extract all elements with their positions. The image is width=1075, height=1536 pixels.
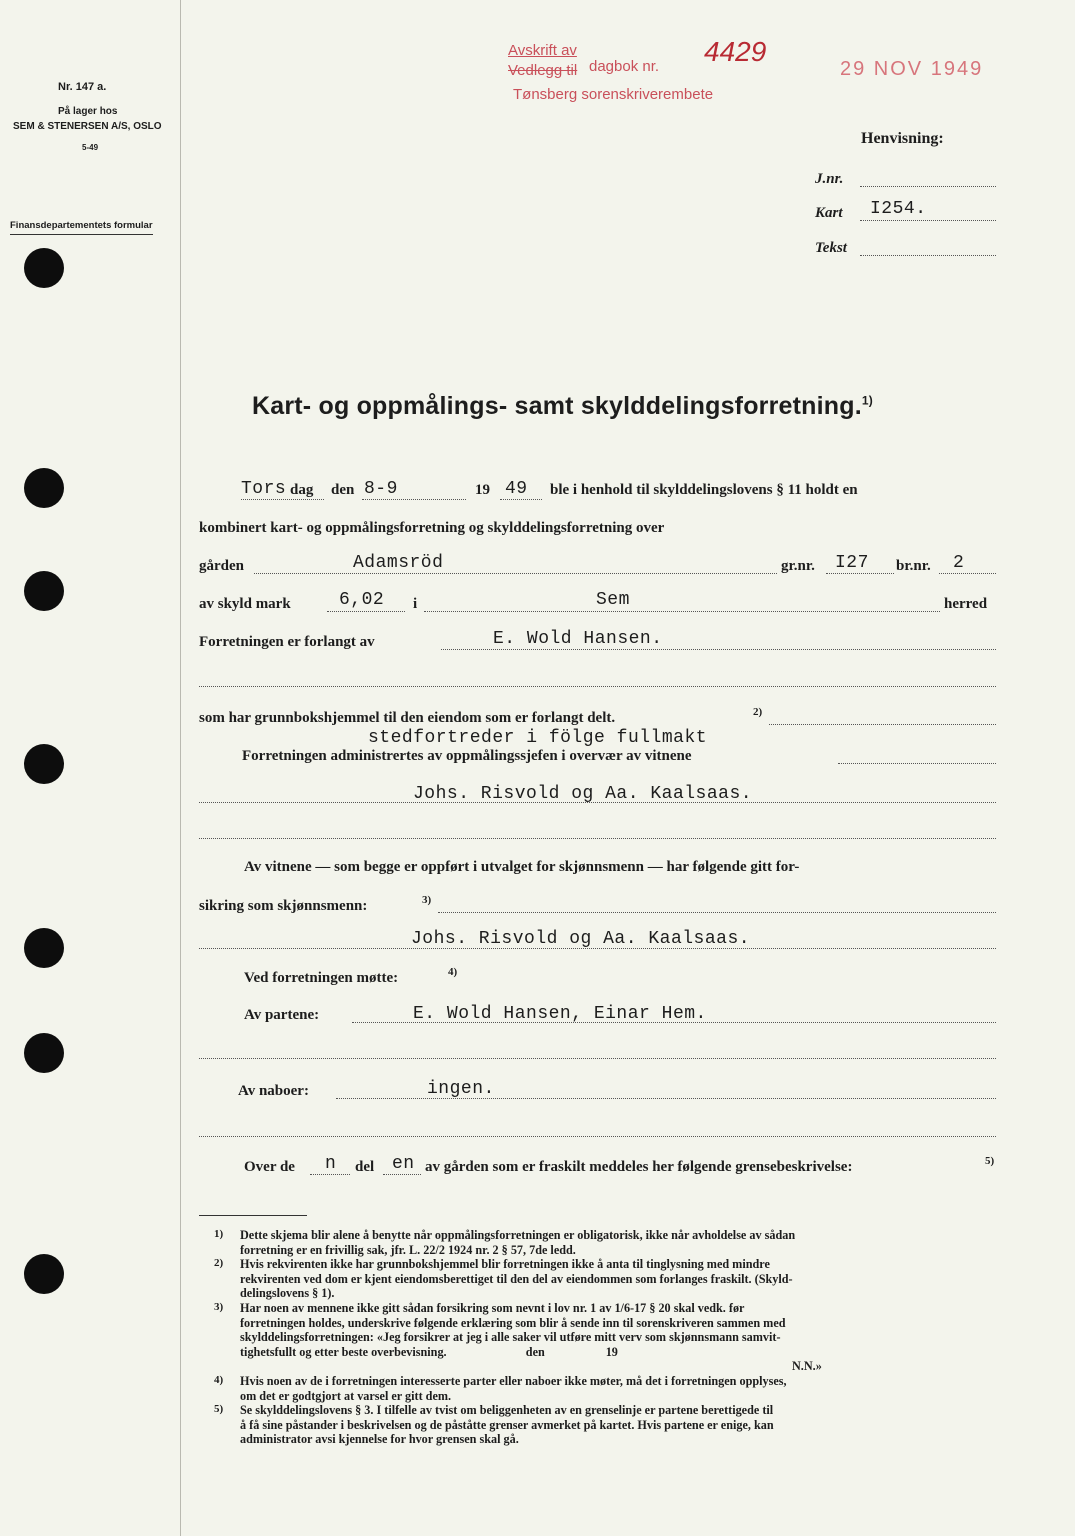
footnote-line: Se skylddelingslovens § 3. I tilfelle av tvist om beliggenheten av en grenselinje er partene berettigede til: [240, 1403, 774, 1418]
del-line: [383, 1174, 421, 1175]
footnote-line: Hvis noen av de i forretningen interesserte parter eller naboer ikke møter, må det i forretningen opplyses,: [240, 1373, 787, 1388]
punch-hole: [24, 248, 64, 288]
journal-number: 4429: [704, 36, 767, 67]
herred-label: herred: [944, 596, 988, 612]
footnote-line: delingslovens § 1).: [240, 1286, 335, 1301]
footnote-line: forretning er en frivillig sak, jfr. L. 22/2 1924 nr. 2 § 57, 7de ledd.: [240, 1242, 576, 1257]
grnr-value: I27: [835, 553, 869, 573]
footnote-number: 2): [214, 1257, 224, 1270]
print-code: 5-49: [82, 143, 99, 152]
blank-line: [199, 1058, 996, 1059]
kart-line: [860, 220, 996, 221]
neighbours-label: Av naboer:: [238, 1083, 309, 1099]
year-line: [500, 499, 542, 500]
met-label: Ved forretningen møtte:: [244, 970, 399, 986]
hjemmel-label: som har grunnbokshjemmel til den eiendom som er forlangt delt.: [199, 710, 616, 726]
day-value: Tors: [241, 479, 287, 499]
neighbours-line: [336, 1098, 996, 1099]
grnr-label: gr.nr.: [781, 558, 815, 574]
kart-value: I254.: [870, 199, 927, 219]
blank-line: [199, 1136, 996, 1137]
title-text: Kart- og oppmålings- samt skylddelingsforretning.: [252, 392, 862, 420]
footnote-line: Dette skjema blir alene å benytte når oppmålingsforretningen er obligatorisk, ikke når avholdelse av sådan: [240, 1228, 796, 1242]
oath-value: Johs. Risvold og Aa. Kaalsaas.: [411, 929, 751, 949]
oath-line: [438, 912, 996, 913]
kart-label: Kart: [815, 205, 843, 221]
oath-line-2: sikring som skjønnsmenn:: [199, 898, 368, 914]
footnote: [214, 1257, 1000, 1301]
footnote-number: 1): [214, 1228, 224, 1240]
brnr-label: br.nr.: [896, 558, 931, 574]
jnr-line: [860, 186, 996, 187]
footnote-number: 4): [214, 1373, 224, 1386]
document-title: [252, 392, 873, 421]
form-number: Nr. 147 a.: [58, 81, 107, 93]
stock-line-1: På lager hos: [58, 106, 118, 117]
punch-hole: [24, 1033, 64, 1073]
footnote-line: forretningen holdes, underskrive følgende erklæring som blir å sende inn til sorenskriveren sammen med: [240, 1315, 786, 1330]
oath-line-1: Av vitnene — som begge er oppført i utvalget for skjønnsmenn — har følgende gitt for-: [244, 859, 800, 875]
blank-line: [199, 686, 996, 687]
skyld-value: 6,02: [339, 590, 385, 610]
stock-line-2: SEM & STENERSEN A/S, OSLO: [13, 121, 162, 132]
hjemmel-footnote-ref: 2): [753, 706, 763, 718]
footnotes: [214, 1228, 1000, 1447]
footnote-number: 3): [214, 1300, 224, 1313]
den-label: den: [331, 482, 355, 498]
footnote-line: om det er godtgjort at varsel er gitt dem.: [240, 1388, 452, 1403]
over-label: Over de: [244, 1159, 295, 1175]
footnote-rule: [199, 1215, 307, 1216]
footnote-line: skylddelingsforretningen: «Jeg forsikrer at jeg i alle saker vil utføre mitt verv som skjønnsmann samvit-: [240, 1330, 781, 1345]
tekst-line: [860, 255, 996, 256]
witnesses-line: [199, 802, 996, 803]
requested-line: [441, 649, 996, 650]
brnr-line: [939, 573, 996, 574]
date-value: 8-9: [364, 479, 398, 499]
requested-value: E. Wold Hansen.: [493, 629, 663, 649]
garden-value: Adamsröd: [353, 553, 444, 573]
del-label: del: [355, 1159, 375, 1175]
over-value: n: [325, 1154, 337, 1174]
stamp-journal-label: dagbok nr.: [589, 58, 660, 75]
grnr-line: [826, 573, 894, 574]
footnote-line: å få sine påstander i beskrivelsen og de påståtte grenser avmerket på kartet. Hvis partene er enige, kan: [240, 1417, 774, 1432]
over-line: [310, 1174, 350, 1175]
intro-rest: ble i henhold til skylddelingslovens § 11 holdt en: [550, 482, 858, 498]
neighbours-value: ingen.: [427, 1079, 495, 1099]
day-line: [241, 499, 324, 500]
punch-hole: [24, 928, 64, 968]
hjemmel-line: [769, 724, 996, 725]
parties-value: E. Wold Hansen, Einar Hem.: [413, 1004, 707, 1024]
oath-value-line: [199, 948, 996, 949]
jnr-label: J.nr.: [815, 171, 844, 187]
footnote-line: Har noen av mennene ikke gitt sådan forsikring som nevnt i lov nr. 1 av 1/6-17 § 20 skal vedk. før: [240, 1300, 745, 1315]
boundary-label: av gården som er fraskilt meddeles her følgende grensebeskrivelse:: [425, 1159, 853, 1175]
footnote: [214, 1300, 1000, 1374]
margin-rule: [180, 0, 181, 1536]
boundary-footnote-ref: 5): [985, 1155, 995, 1167]
garden-line: [254, 573, 777, 574]
met-footnote-ref: 4): [448, 966, 458, 978]
skyld-line: [327, 611, 405, 612]
stamp-copy-label: Avskrift av: [508, 42, 577, 59]
intro-line-2: kombinert kart- og oppmålingsforretning og skylddelingsforretning over: [199, 520, 665, 536]
herred-value: Sem: [596, 590, 630, 610]
footnote-line: rekvirenten ved dom er kjent eiendomsberettiget til den del av eiendommen som forlanges fraskilt. (Skyld-: [240, 1271, 793, 1286]
footnote-line: N.N.»: [792, 1359, 822, 1374]
footnote-line: administrator avsi kjennelse for hvor grensen skal gå.: [240, 1432, 519, 1447]
year-prefix: 19: [475, 482, 490, 498]
substitute-value: stedfortreder i fölge fullmakt: [368, 728, 708, 748]
admin-line: [838, 763, 996, 764]
punch-hole: [24, 1254, 64, 1294]
herred-line: [424, 611, 940, 612]
oath-footnote-ref: 3): [422, 894, 432, 906]
reference-heading: Henvisning:: [861, 130, 944, 147]
footnote-line: tighetsfullt og etter beste overbevisning. den 19: [240, 1344, 618, 1359]
brnr-value: 2: [953, 553, 965, 573]
footnote-number: 5): [214, 1403, 224, 1416]
garden-label: gården: [199, 558, 244, 574]
del-value: en: [392, 1154, 415, 1174]
year-value: 49: [505, 479, 528, 499]
footnote-line: Hvis rekvirenten ikke har grunnbokshjemmel blir forretningen ikke å anta til tinglysning med mindre: [240, 1257, 770, 1272]
stamp-court-name: Tønsberg sorenskriverembete: [513, 86, 714, 103]
title-footnote-ref: 1): [861, 393, 873, 408]
date-line: [362, 499, 466, 500]
punch-hole: [24, 571, 64, 611]
day-suffix: dag: [290, 482, 314, 498]
tekst-label: Tekst: [815, 240, 847, 256]
witnesses-value: Johs. Risvold og Aa. Kaalsaas.: [413, 784, 753, 804]
punch-hole: [24, 468, 64, 508]
parties-line: [352, 1022, 996, 1023]
ministry-label: Finansdepartementets formular: [10, 218, 153, 235]
punch-hole: [24, 744, 64, 784]
requested-label: Forretningen er forlangt av: [199, 634, 375, 650]
stamp-attachment-label: Vedlegg til: [508, 62, 578, 79]
admin-label: Forretningen administrertes av oppmålingssjefen i overvær av vitnene: [242, 748, 692, 764]
skyld-label: av skyld mark: [199, 596, 291, 612]
blank-line: [199, 838, 996, 839]
stamp-date: 29 NOV 1949: [840, 58, 984, 80]
footnote: [214, 1373, 1000, 1403]
footnote: [214, 1228, 1000, 1257]
i-label: i: [413, 596, 418, 612]
parties-label: Av partene:: [244, 1007, 320, 1023]
footnote: [214, 1403, 1000, 1447]
